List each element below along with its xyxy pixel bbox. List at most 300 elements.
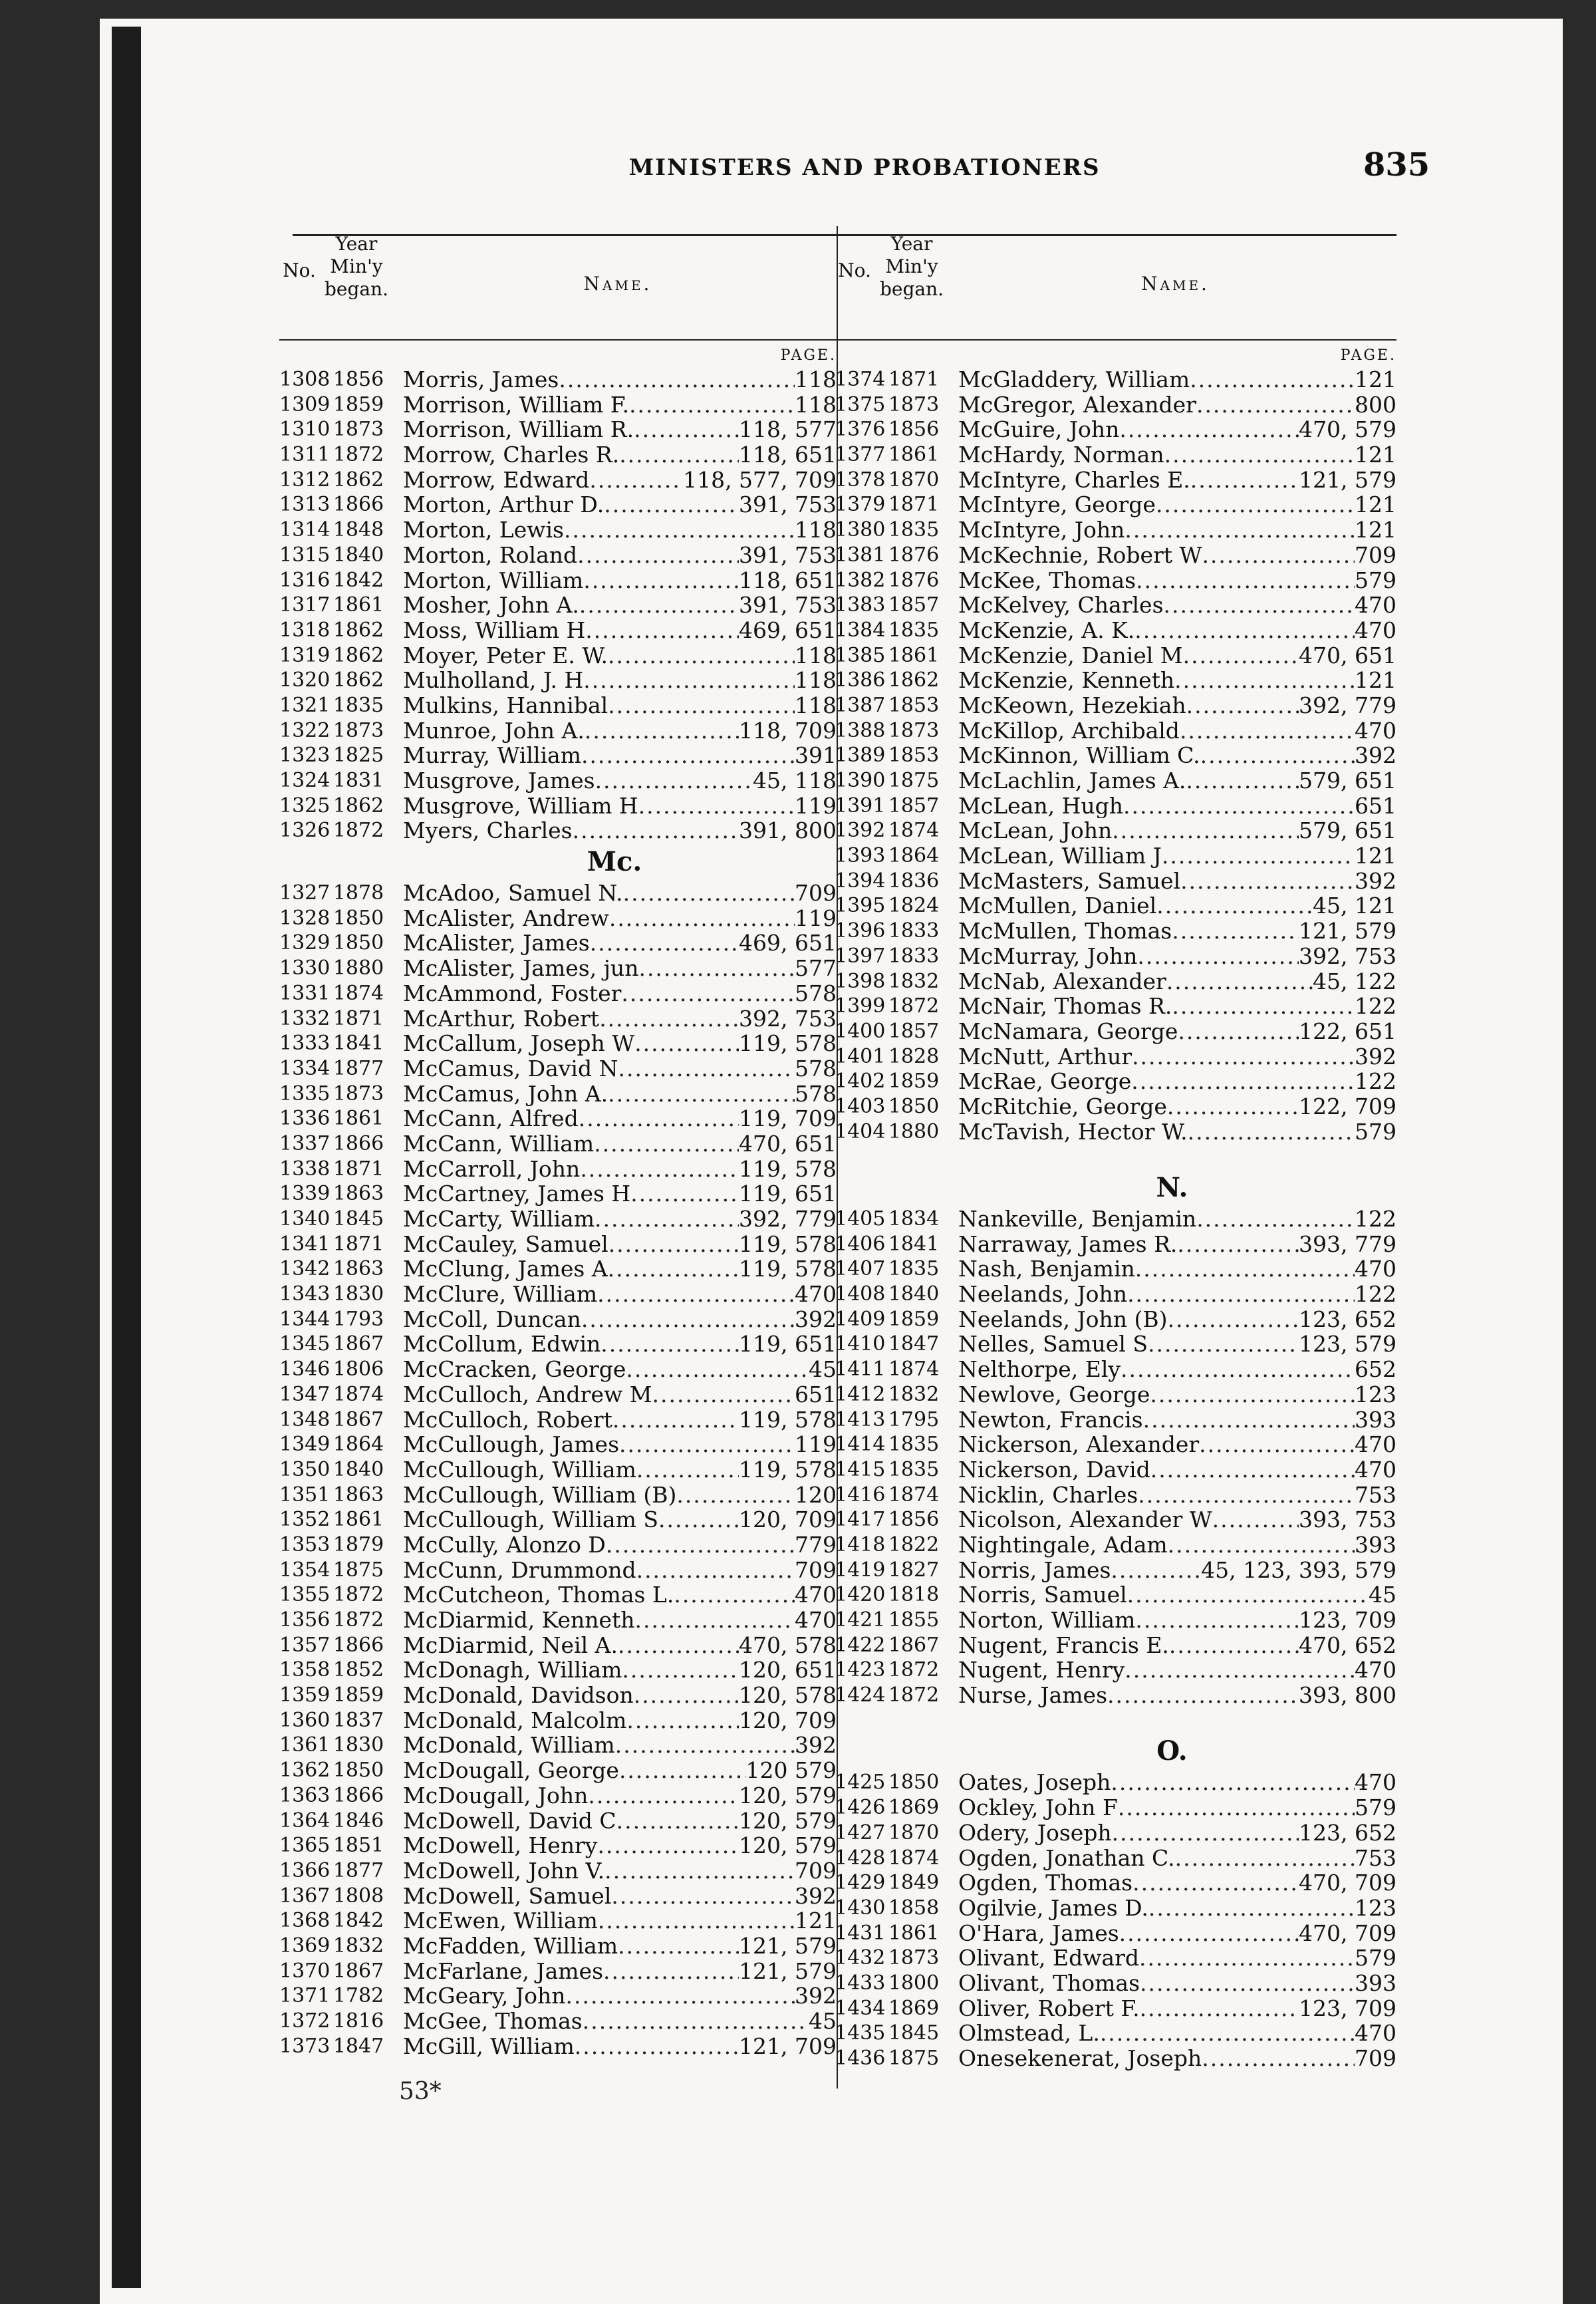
leader-dots [597,1282,795,1307]
entry-name: Morrow, Edward [403,467,590,493]
entry-year: 1842 [332,568,384,592]
entry-pages: 122 [1355,1282,1396,1307]
table-row [835,2046,1396,2071]
table-row [279,468,837,493]
entry-pages: 120, 651 [739,1657,837,1683]
entry-year: 1850 [332,931,384,955]
table-row [279,1983,837,2009]
entry-pages: 118, 651 [739,567,837,593]
entry-pages: 470 [1355,718,1396,744]
entry-year: 1845 [332,1207,384,1230]
entry-pages: 753 [1355,1482,1396,1508]
entry-name-cell [950,442,1396,468]
leader-dots [1134,618,1355,643]
leader-dots [1166,969,1313,994]
entry-pages: 120, 578 [739,1683,837,1708]
entry-name-cell [395,492,837,517]
entry-name: Nicklin, Charles [958,1482,1138,1508]
entry-name-cell [950,919,1396,944]
entry-name: Odery, Joseph [958,1820,1112,1846]
entry-pages: 119 [795,1432,837,1457]
entry-name-cell [950,1820,1396,1846]
table-row [279,643,837,668]
entry-name-cell [395,568,837,593]
entry-year: 1862 [332,468,384,492]
entry-name-cell [950,1332,1396,1357]
entry-name-cell [950,693,1396,718]
entry-name-cell [950,1608,1396,1633]
entry-pages: 122, 651 [1299,1018,1396,1044]
entry-number: 1359 [279,1683,331,1707]
entry-name: Nicolson, Alexander W [958,1507,1212,1532]
entry-number: 1320 [279,668,331,692]
entry-number: 1381 [835,543,886,567]
entry-name-cell [950,1558,1396,1583]
table-row [835,367,1396,392]
entry-name-cell [395,1758,837,1783]
leader-dots [635,1608,795,1633]
leader-dots [1119,417,1299,442]
table-row [835,2021,1396,2046]
entry-pages: 470, 709 [1299,1920,1396,1946]
entry-year: 1866 [332,1131,384,1155]
leader-dots [604,492,739,517]
entry-number: 1402 [835,1070,886,1093]
entry-pages: 118 [795,692,837,718]
entry-year: 1850 [888,1771,940,1795]
entry-year: 1832 [888,1382,940,1406]
entry-name-cell [395,1282,837,1307]
entry-name-cell [395,1232,837,1257]
entry-year: 1876 [888,568,940,592]
entry-name-cell [950,743,1396,768]
entry-year: 1835 [888,1433,940,1457]
entry-name: McCamus, John A. [403,1081,608,1107]
entry-pages: 123, 709 [1299,1608,1396,1633]
entry-name: Norton, William [958,1608,1136,1633]
entry-name-cell [950,492,1396,517]
entry-pages: 470 [1355,1657,1396,1683]
entry-number: 1378 [835,468,886,492]
table-row [835,944,1396,969]
entry-name-cell [950,618,1396,643]
entry-name-cell [950,1870,1396,1896]
entry-name-cell [395,768,837,793]
entry-name-cell [950,668,1396,693]
table-row [835,392,1396,418]
entry-year: 1864 [332,1433,384,1457]
entry-pages: 470 [1355,1770,1396,1796]
entry-year: 1880 [888,1119,940,1143]
entry-pages: 392 [1355,743,1396,768]
table-row [279,881,837,906]
entry-name: Mulkins, Hannibal [403,692,608,718]
entry-number: 1377 [835,443,886,467]
leader-dots [585,618,739,643]
entry-year: 1857 [888,793,940,817]
entry-name: McAdoo, Samuel N. [403,881,623,906]
entry-name-cell [395,1558,837,1583]
entry-year: 1863 [332,1257,384,1281]
entry-name-cell [950,1507,1396,1532]
leader-dots [1180,718,1355,744]
entry-pages: 119, 578 [739,1031,837,1056]
entry-name: Newlove, George [958,1381,1150,1407]
entries-o [835,1770,1396,2071]
entry-name-cell [395,1808,837,1834]
leader-dots [616,1808,739,1834]
table-row [279,1031,837,1056]
entry-pages: 119, 578 [739,1457,837,1483]
entry-name-cell [395,1081,837,1107]
entry-number: 1333 [279,1032,331,1056]
entry-year: 1869 [888,1996,940,2020]
entry-name-cell [950,1846,1396,1871]
entry-year: 1871 [888,368,940,391]
entry-name: McMullen, Daniel [958,893,1157,919]
entry-name-cell [950,543,1396,568]
leader-dots [1196,392,1355,418]
entry-name: McNutt, Arthur [958,1044,1132,1070]
entry-name-cell [395,1031,837,1056]
entry-year: 1837 [332,1708,384,1732]
leader-dots [1135,1608,1299,1633]
entry-name-cell [395,643,837,668]
table-header [279,226,837,341]
entry-pages: 470 [795,1582,837,1608]
table-row [279,1457,837,1483]
entry-year: 1857 [888,1019,940,1043]
entry-number: 1360 [279,1708,331,1732]
entry-name: Morton, Roland [403,542,578,568]
entry-name-cell [395,417,837,442]
entry-number: 1364 [279,1808,331,1832]
entry-name: McCullough, William S [403,1507,658,1532]
leader-dots [1132,1044,1355,1070]
entry-year: 1830 [332,1282,384,1306]
entry-name: Nurse, James [958,1683,1108,1708]
right-column [835,226,1396,2071]
entry-pages: 470, 579 [1299,417,1396,443]
leader-dots [583,668,795,693]
entry-name: Nelles, Samuel S [958,1332,1148,1358]
entry-name: Norris, Samuel [958,1582,1127,1608]
entry-name: McGladdery, William [958,367,1190,392]
entry-number: 1431 [835,1921,886,1945]
table-row [835,1795,1396,1820]
entry-year: 1834 [888,1207,940,1230]
entry-number: 1310 [279,418,331,442]
entry-name-cell [950,1207,1396,1232]
entry-number: 1417 [835,1508,886,1532]
entry-number: 1385 [835,643,886,667]
leader-dots [1100,2021,1355,2046]
entry-pages: 121 [795,1908,837,1934]
entry-number: 1322 [279,718,331,742]
leader-dots [608,1232,739,1257]
entry-pages: 470, 709 [1299,1870,1396,1896]
header-year: Year Min'y began. [324,233,389,300]
entry-pages: 393 [1355,1970,1396,1996]
table-row [279,593,837,618]
leader-dots [580,1157,739,1182]
entry-number: 1382 [835,568,886,592]
leader-dots [1167,1094,1299,1119]
leader-dots [1196,1207,1355,1232]
leader-dots [1125,1657,1355,1683]
entry-number: 1324 [279,769,331,792]
entry-number: 1398 [835,969,886,993]
table-row [279,367,837,392]
entry-name: McLean, John [958,818,1113,844]
section-heading-n: N. [1156,1172,1188,1203]
entry-year: 1872 [332,819,384,843]
entry-year: 1818 [888,1583,940,1607]
entry-year: 1875 [332,1558,384,1582]
page-number: 835 [1363,146,1430,184]
entry-pages: 578 [795,1081,837,1107]
leader-dots [581,743,795,768]
entry-name-cell [395,1908,837,1934]
entry-year: 1875 [888,769,940,792]
table-row [835,593,1396,618]
entry-name-cell [950,392,1396,418]
entry-name-cell [950,1044,1396,1070]
entry-year: 1869 [888,1796,940,1820]
entry-pages: 392, 779 [739,1207,837,1232]
entry-number: 1419 [835,1558,886,1582]
leader-dots [618,1633,739,1658]
entry-name: McGee, Thomas [403,2009,583,2034]
entry-name: Nugent, Francis E. [958,1632,1169,1658]
entry-number: 1373 [279,2034,331,2058]
entry-name: McDonald, Davidson [403,1683,634,1708]
entry-pages: 469, 651 [739,617,837,643]
leader-dots [1121,1357,1355,1382]
entry-year: 1862 [332,643,384,667]
entry-number: 1384 [835,618,886,642]
entry-name-cell [395,1507,837,1532]
entry-name: McIntyre, George [958,492,1156,518]
entry-name-cell [950,1996,1396,2021]
entry-name: McCracken, George [403,1357,626,1382]
entry-number: 1329 [279,931,331,955]
entry-name: McColl, Duncan [403,1306,581,1332]
entry-year: 1859 [888,1070,940,1093]
entry-name-cell [950,1795,1396,1820]
table-row [835,1532,1396,1558]
entry-number: 1308 [279,368,331,391]
entry-year: 1841 [332,1032,384,1056]
entry-pages: 119, 578 [739,1256,837,1282]
leader-dots [608,643,795,668]
entry-pages: 470 [795,1282,837,1307]
entry-year: 1835 [332,693,384,717]
entry-number: 1405 [835,1207,886,1230]
entry-name: McFadden, William [403,1933,618,1959]
table-row [279,417,837,442]
entry-number: 1434 [835,1996,886,2020]
leader-dots [603,1959,739,1984]
entry-name: McDiarmid, Kenneth [403,1608,635,1633]
entry-name: McCunn, Drummond [403,1557,636,1583]
entry-name-cell [950,1945,1396,1971]
table-row [279,1908,837,1934]
leader-dots [1139,1945,1355,1971]
entry-pages: 800 [1355,392,1396,418]
entry-year: 1830 [332,1733,384,1757]
entry-number: 1346 [279,1358,331,1381]
entry-name-cell [395,1983,837,2009]
entry-name: McCollum, Edwin [403,1332,601,1358]
entry-number: 1397 [835,944,886,968]
entry-year: 1795 [888,1407,940,1431]
leader-dots [634,417,739,442]
entry-number: 1342 [279,1257,331,1281]
entry-name: McDonald, William [403,1733,615,1759]
entry-name: McDowell, Samuel [403,1883,612,1909]
entry-name-cell [950,1921,1396,1946]
entry-year: 1856 [332,368,384,391]
entry-pages: 120, 579 [739,1783,837,1808]
leader-dots [595,768,753,793]
entry-name-cell [950,468,1396,493]
leader-dots [598,1908,795,1934]
entry-pages: 122 [1355,994,1396,1019]
entry-year: 1840 [332,1457,384,1481]
entry-number: 1358 [279,1658,331,1682]
entry-pages: 709 [795,1858,837,1884]
leader-dots [1123,793,1355,819]
entry-pages: 579 [1355,1119,1396,1145]
entry-number: 1374 [835,368,886,391]
entry-name: Musgrove, William H [403,793,638,819]
entry-name-cell [950,994,1396,1019]
entry-name: Narraway, James R. [958,1231,1178,1257]
entry-name-cell [950,1094,1396,1119]
entry-pages: 121 [1355,517,1396,543]
leader-dots [1136,568,1355,593]
entry-pages: 118, 651 [739,442,837,468]
leader-dots [1162,843,1355,869]
entry-name: McHardy, Norman [958,442,1164,468]
leader-dots [597,1833,739,1858]
leader-dots [1168,1307,1299,1332]
table-row [835,1870,1396,1896]
leader-dots [583,568,739,593]
leader-dots [1118,1795,1355,1820]
entry-number: 1316 [279,568,331,592]
entry-name-cell [950,1483,1396,1508]
entry-number: 1332 [279,1006,331,1030]
table-row [279,793,837,819]
entry-name: Oates, Joseph [958,1770,1111,1796]
entry-name-cell [395,392,837,418]
entry-pages: 391, 753 [739,593,837,618]
table-row [835,693,1396,718]
table-row [835,1996,1396,2021]
entry-pages: 392 [1355,868,1396,894]
entry-name-cell [950,969,1396,994]
entry-name: McIntyre, John [958,517,1125,543]
entry-name: McDowell, John V. [403,1858,605,1884]
entry-year: 1833 [888,944,940,968]
entry-number: 1423 [835,1658,886,1682]
table-row [835,1019,1396,1044]
entry-name-cell [950,1282,1396,1307]
entry-name-cell [395,1407,837,1433]
entry-number: 1414 [835,1433,886,1457]
entry-year: 1862 [888,668,940,692]
entry-pages: 122 [1355,1069,1396,1094]
entry-number: 1403 [835,1094,886,1118]
entry-pages: 709 [795,1557,837,1583]
entry-name-cell [395,1708,837,1733]
entry-name: McRitchie, George [958,1093,1167,1119]
table-row [279,981,837,1006]
entry-pages: 120, 579 [739,1808,837,1834]
leader-dots [1111,1558,1201,1583]
entry-pages: 123 [1355,1895,1396,1921]
entry-year: 1876 [888,543,940,567]
entry-number: 1435 [835,2021,886,2045]
table-row [835,468,1396,493]
table-row [279,906,837,931]
leader-dots [1202,2046,1355,2071]
leader-dots [565,1983,795,2009]
table-row [279,1256,837,1282]
entry-name-cell [395,906,837,931]
entry-year: 1874 [332,981,384,1005]
table-row [279,2034,837,2059]
table-row [279,1432,837,1457]
page-label: PAGE. [780,347,837,364]
entry-year: 1863 [332,1483,384,1507]
entry-name: McKee, Thomas [958,567,1136,593]
entry-name: Murray, William [403,743,582,768]
table-row [835,1770,1396,1795]
table-row [279,931,837,956]
entry-name: McNair, Thomas R. [958,994,1172,1019]
entry-name-cell [950,1971,1396,1996]
entry-name: Morris, James [403,367,559,392]
entry-year: 1861 [332,1107,384,1131]
entry-name-cell [950,568,1396,593]
entry-number: 1401 [835,1044,886,1068]
header-year: Year Min'y began. [879,233,944,300]
entry-pages: 651 [1355,793,1396,819]
entry-number: 1391 [835,793,886,817]
entry-pages: 579, 651 [1299,768,1396,793]
entry-name-cell [950,1307,1396,1332]
table-row [279,618,837,643]
entry-name: McFarlane, James [403,1958,604,1984]
table-row [835,1332,1396,1357]
entry-pages: 45, 118 [753,768,837,793]
entry-year: 1872 [888,994,940,1018]
entry-name: McKelvey, Charles [958,593,1164,618]
entry-name: Olivant, Thomas [958,1970,1140,1996]
leader-dots [609,906,795,931]
entry-name: McArthur, Robert [403,1006,600,1032]
entry-name: Ogden, Thomas [958,1870,1133,1896]
leader-dots [652,1382,795,1407]
table-row [835,1507,1396,1532]
entry-name-cell [950,1432,1396,1457]
table-row [279,1657,837,1683]
entry-number: 1327 [279,881,331,905]
entry-name-cell [395,367,837,392]
